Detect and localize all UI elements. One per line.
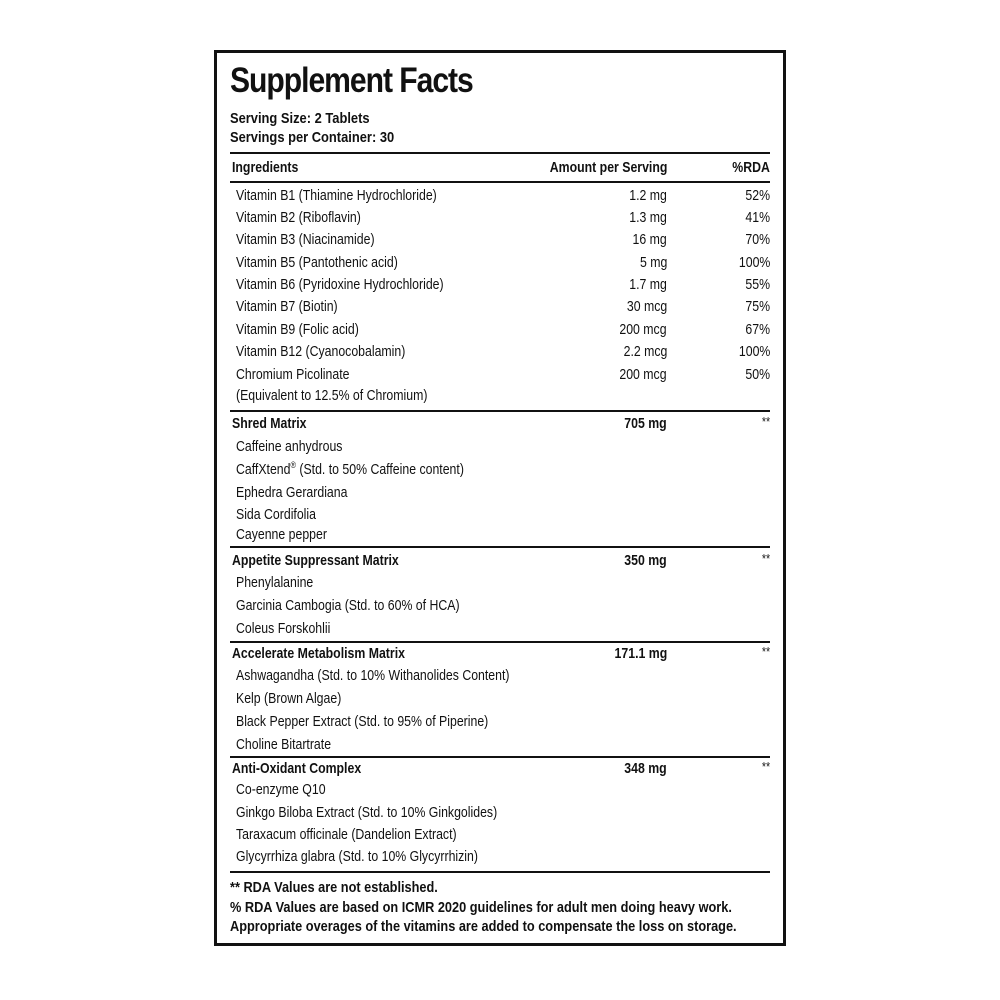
serving-size: Serving Size: 2 Tablets: [230, 110, 370, 127]
chromium-note: (Equivalent to 12.5% of Chromium): [236, 387, 428, 404]
footnote-overages: Appropriate overages of the vitamins are added to compensate the loss on storage.: [230, 918, 737, 935]
matrix-name: Shred Matrix: [232, 415, 307, 432]
list-item: [230, 804, 770, 826]
table-row: [230, 366, 770, 388]
table-row: [230, 276, 770, 298]
ingredient-name: Vitamin B6 (Pyridoxine Hydrochloride): [236, 276, 444, 293]
ingredient-rda: 52%: [745, 187, 770, 204]
footnote-rda-not-established: ** RDA Values are not established.: [230, 879, 438, 896]
ingredient-name: Vitamin B5 (Pantothenic acid): [236, 254, 398, 271]
list-item: [230, 690, 770, 712]
matrix-amount: 171.1 mg: [614, 645, 667, 662]
caffxtend-suffix: (Std. to 50% Caffeine content): [295, 461, 464, 478]
panel-title: Supplement Facts: [230, 61, 473, 100]
list-item: [230, 438, 770, 460]
list-item: [230, 781, 770, 803]
table-row: [230, 387, 770, 409]
table-header: [230, 159, 770, 181]
matrix-amount: 348 mg: [624, 760, 667, 777]
matrix-name: Appetite Suppressant Matrix: [232, 552, 399, 569]
table-row: [230, 231, 770, 253]
ingredient-name: Vitamin B7 (Biotin): [236, 298, 338, 315]
servings-per-container: Servings per Container: 30: [230, 129, 395, 146]
matrix-amount: 350 mg: [624, 552, 667, 569]
divider: [230, 546, 770, 548]
matrix-item: Phenylalanine: [236, 574, 314, 591]
matrix-rda: **: [761, 759, 770, 774]
matrix-item: Ephedra Gerardiana: [236, 484, 348, 501]
divider: [230, 181, 770, 183]
header-ingredients: Ingredients: [232, 159, 299, 176]
matrix-item: Garcinia Cambogia (Std. to 60% of HCA): [236, 597, 460, 614]
ingredient-rda: 50%: [745, 366, 770, 383]
matrix-header-row: [230, 415, 770, 437]
panel-content: [230, 53, 770, 943]
matrix-item-caffxtend: [236, 461, 464, 478]
matrix-item: Coleus Forskohlii: [236, 620, 331, 637]
footnote-rda-basis: % RDA Values are based on ICMR 2020 guidelines for adult men doing heavy work.: [230, 899, 732, 916]
matrix-name: Accelerate Metabolism Matrix: [232, 645, 405, 662]
list-item: [230, 574, 770, 596]
ingredient-amount: 2.2 mcg: [623, 343, 667, 360]
ingredient-amount: 30 mcg: [626, 298, 667, 315]
table-row: [230, 187, 770, 209]
matrix-item: Sida Cordifolia: [236, 506, 317, 523]
ingredient-amount: 1.2 mg: [629, 187, 667, 204]
ingredient-rda: 75%: [745, 298, 770, 315]
matrix-header-row: [230, 645, 770, 667]
matrix-item: Cayenne pepper: [236, 526, 327, 543]
matrix-rda: **: [761, 414, 770, 429]
header-amount: Amount per Serving: [549, 159, 667, 176]
ingredient-rda: 100%: [738, 343, 770, 360]
ingredient-rda: 67%: [745, 321, 770, 338]
divider: [230, 871, 770, 873]
matrix-amount: 705 mg: [624, 415, 667, 432]
matrix-item: Ginkgo Biloba Extract (Std. to 10% Ginkgolides): [236, 804, 498, 821]
registered-mark: ®: [290, 460, 296, 470]
ingredient-name: Vitamin B12 (Cyanocobalamin): [236, 343, 406, 360]
list-item: [230, 620, 770, 642]
divider: [230, 756, 770, 758]
ingredient-rda: 55%: [745, 276, 770, 293]
ingredient-amount: 1.3 mg: [629, 209, 667, 226]
ingredient-rda: 100%: [738, 254, 770, 271]
matrix-name: Anti-Oxidant Complex: [232, 760, 362, 777]
matrix-item: Taraxacum officinale (Dandelion Extract): [236, 826, 457, 843]
list-item: [230, 848, 770, 870]
caffxtend-name: CaffXtend: [236, 461, 291, 478]
divider: [230, 410, 770, 412]
ingredient-amount: 16 mg: [632, 231, 667, 248]
matrix-header-row: [230, 552, 770, 574]
ingredient-rda: 41%: [745, 209, 770, 226]
list-item: [230, 597, 770, 619]
ingredient-amount: 200 mcg: [619, 366, 667, 383]
matrix-item: Glycyrrhiza glabra (Std. to 10% Glycyrrhizin): [236, 848, 478, 865]
ingredient-amount: 200 mcg: [619, 321, 667, 338]
matrix-item: Co-enzyme Q10: [236, 781, 326, 798]
table-row: [230, 209, 770, 231]
ingredient-rda: 70%: [745, 231, 770, 248]
table-row: [230, 321, 770, 343]
matrix-item: Choline Bitartrate: [236, 736, 332, 753]
list-item: [230, 826, 770, 848]
ingredient-amount: 5 mg: [639, 254, 667, 271]
list-item: [230, 736, 770, 758]
matrix-item: Black Pepper Extract (Std. to 95% of Piperine): [236, 713, 489, 730]
ingredient-name: Vitamin B3 (Niacinamide): [236, 231, 375, 248]
list-item: [230, 506, 770, 528]
matrix-rda: **: [761, 551, 770, 566]
ingredient-name: Chromium Picolinate: [236, 366, 350, 383]
divider: [230, 641, 770, 643]
table-row: [230, 298, 770, 320]
matrix-item: Ashwagandha (Std. to 10% Withanolides Content): [236, 667, 510, 684]
supplement-facts-panel: [214, 50, 786, 946]
header-rda: %RDA: [732, 159, 770, 176]
list-item: [230, 526, 770, 548]
list-item: [230, 484, 770, 506]
matrix-header-row: [230, 760, 770, 782]
divider: [230, 152, 770, 154]
matrix-item: Kelp (Brown Algae): [236, 690, 342, 707]
ingredient-amount: 1.7 mg: [629, 276, 667, 293]
list-item: [230, 713, 770, 735]
table-row: [230, 343, 770, 365]
matrix-rda: **: [761, 644, 770, 659]
list-item: [230, 667, 770, 689]
matrix-item: Caffeine anhydrous: [236, 438, 343, 455]
list-item: [230, 461, 770, 483]
table-row: [230, 254, 770, 276]
ingredient-name: Vitamin B2 (Riboflavin): [236, 209, 361, 226]
ingredient-name: Vitamin B1 (Thiamine Hydrochloride): [236, 187, 437, 204]
ingredient-name: Vitamin B9 (Folic acid): [236, 321, 359, 338]
